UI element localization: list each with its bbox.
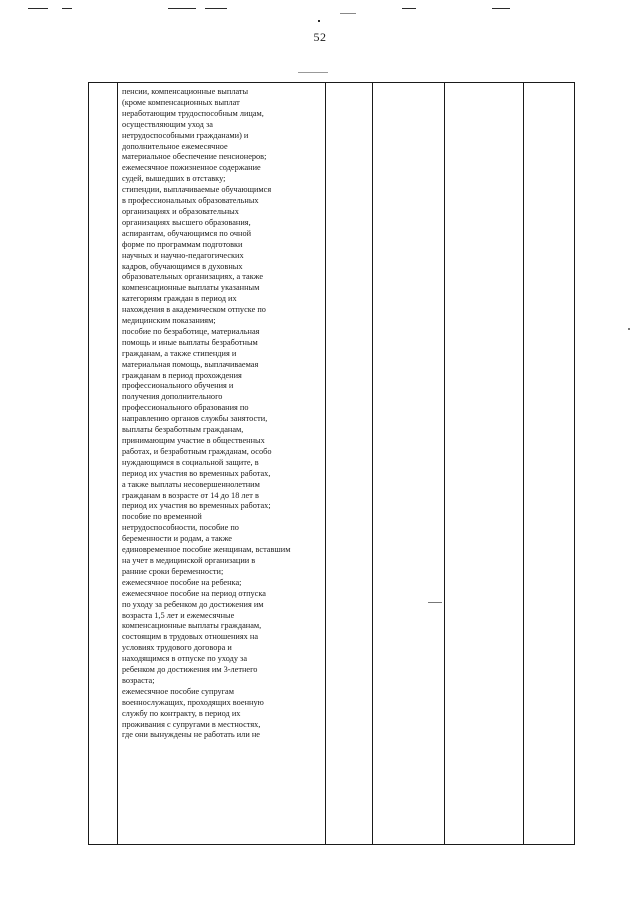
column-divider	[444, 83, 445, 844]
scan-artifact	[298, 72, 328, 73]
column-divider	[523, 83, 524, 844]
table-cell-text: пенсии, компенсационные выплаты (кроме компенсационных выплат неработающим трудоспособным лицам, осуществляющим уход за нетрудоспособными гражданами) и дополнительное ежемесячное материальное обеспечение пенсионеров; ежемесячное пожизненное содержание судей, вышедших в отставку; стипендии, выплачиваемые обучающимся в профессиональных образовательных организациях и образовательных организациях высшего образования, аспирантам, обучающимся по очной форме по программам подготовки научных и научно-педагогических кадров, обучающимся в духовных образовательных организациях, а также компенсационные выплаты указанным категориям граждан в период их нахождения в академическом отпуске по медицинским показаниям; пособие по безработице, материальная помощь и иные выплаты безработным гражданам, а также стипендия и материальная помощь, выплачиваемая гражданам в период прохождения профессионального обучения и получения дополнительного профессионального образования по направлению органов службы занятости, выплаты безработным гражданам, принимающим участие в общественных работах, и безработным гражданам, особо нуждающимся в социальной защите, в период их участия во временных работах, а также выплаты несовершеннолетним гражданам в возрасте от 14 до 18 лет в период их участия во временных работах; пособие по временной нетрудоспособности, пособие по беременности и родам, а также единовременное пособие женщинам, вставшим на учет в медицинской организации в ранние сроки беременности; ежемесячное пособие на ребенка; ежемесячное пособие на период отпуска по уходу за ребенком до достижения им возраста 1,5 лет и ежемесячные компенсационные выплаты гражданам, состоящим в трудовых отношениях на условиях трудового договора и находящимся в отпуске по уходу за ребенком до достижения им 3-летнего возраста; ежемесячное пособие супругам военнослужащих, проходящих военную службу по контракту, в период их проживания с супругами в местностях, где они вынуждены не работать или не	[122, 87, 291, 740]
page-number: 52	[313, 30, 327, 44]
column-divider	[325, 83, 326, 844]
scan-artifact	[628, 328, 630, 330]
scan-artifact	[205, 8, 227, 9]
scan-artifact	[492, 8, 510, 9]
scan-artifact	[168, 8, 196, 9]
column-divider	[372, 83, 373, 844]
scan-artifact	[402, 8, 416, 9]
column-divider	[117, 83, 118, 844]
scan-artifact	[28, 8, 48, 9]
scan-artifact	[340, 13, 356, 14]
scan-artifact	[62, 8, 72, 9]
scan-artifact	[318, 20, 320, 22]
